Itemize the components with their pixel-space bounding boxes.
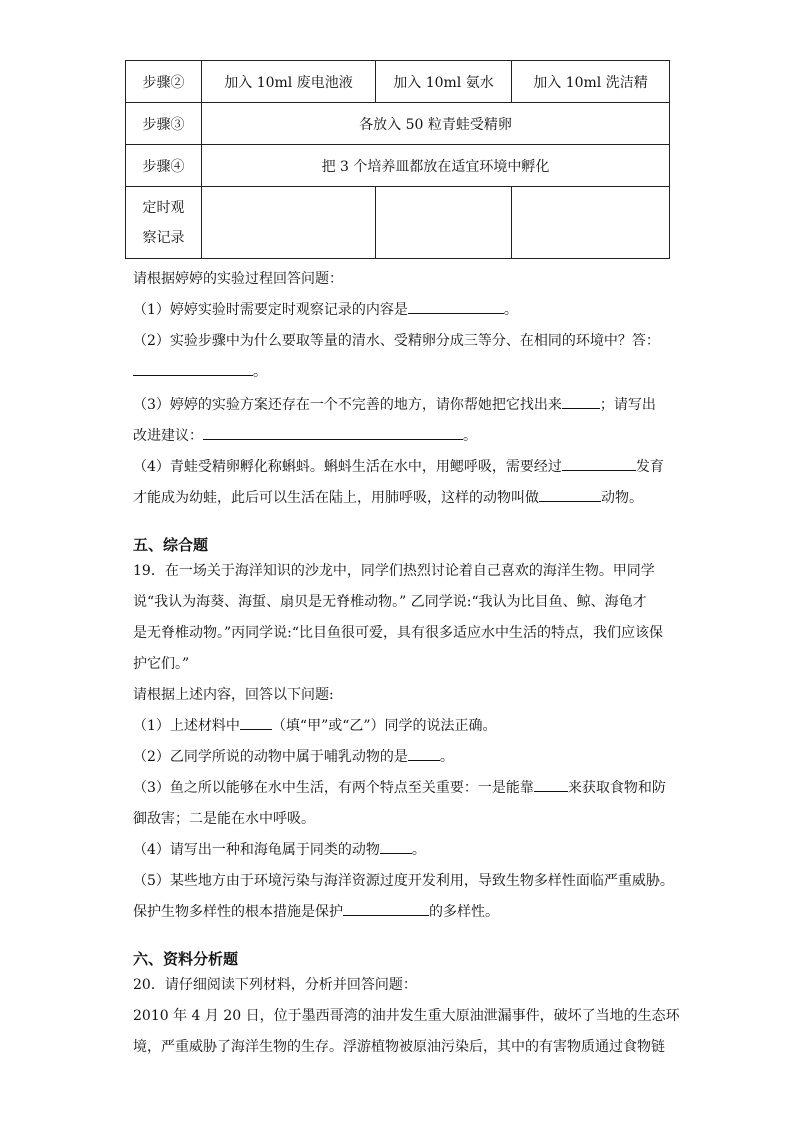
table-cell bbox=[202, 187, 376, 259]
table-cell bbox=[512, 187, 670, 259]
q19-part5b-text: 保护生物多样性的根本措施是保护 bbox=[133, 904, 343, 920]
q19-part1 bbox=[133, 715, 497, 735]
q18-part1-text: （1）婷婷实验时需要定时观察记录的内容是 bbox=[133, 302, 408, 318]
q18-part2-answer bbox=[133, 361, 267, 381]
answer-blank bbox=[133, 361, 253, 376]
q19-part2 bbox=[133, 746, 454, 766]
q19-part2-text: （2）乙同学所说的动物中属于哺乳动物的是 bbox=[133, 749, 408, 765]
q19-part1-end: （填“甲”或“乙”）同学的说法正确。 bbox=[271, 718, 497, 734]
q18-part4a bbox=[133, 456, 664, 476]
q19-part2-end: 。 bbox=[439, 749, 454, 765]
q18-intro: 请根据婷婷的实验过程回答问题： bbox=[133, 271, 343, 287]
table-row bbox=[126, 61, 670, 103]
q18-part3b bbox=[133, 425, 477, 445]
row-label bbox=[126, 187, 202, 259]
answer-blank bbox=[203, 425, 463, 440]
q19-part3b: 御敌害；二是能在水中呼吸。 bbox=[133, 811, 315, 827]
row-label: 步骤② bbox=[126, 61, 202, 103]
q18-part3b-end: 。 bbox=[463, 428, 477, 444]
answer-blank bbox=[240, 715, 272, 730]
q19-part3a-end: 来获取食物和防 bbox=[567, 780, 666, 796]
q18-part1-end: 。 bbox=[503, 302, 518, 318]
q19-text: 是无脊椎动物。”丙同学说:“比目鱼很可爱，具有很多适应水中生活的特点，我们应该保 bbox=[133, 625, 664, 641]
q18-part4b-end: 动物。 bbox=[601, 490, 643, 506]
answer-blank bbox=[343, 901, 429, 916]
material-text: 境，严重威胁了海洋生物的生存。浮游植物被原油污染后，其中的有害物质通过食物链 bbox=[133, 1039, 665, 1055]
q19-part3a bbox=[133, 777, 666, 797]
table-row bbox=[126, 145, 670, 187]
table-cell bbox=[376, 187, 512, 259]
table-cell: 各放入 50 粒青蛙受精卵 bbox=[202, 103, 670, 145]
answer-blank bbox=[408, 299, 504, 314]
q19-intro: 请根据上述内容，回答以下问题: bbox=[133, 687, 334, 703]
q18-part4a-text: （4）青蛙受精卵孵化称蝌蚪。蝌蚪生活在水中，用鳃呼吸，需要经过 bbox=[133, 459, 562, 475]
q20-text: 20．请仔细阅读下列材料，分析并回答问题： bbox=[133, 977, 417, 993]
q18-part3a-text: （3）婷婷的实验方案还存在一个不完善的地方，请你帮她把它找出来 bbox=[133, 397, 562, 413]
q19-part3a-text: （3）鱼之所以能够在水中生活，有两个特点至关重要：一是能靠 bbox=[133, 780, 534, 796]
q18-part4b-text: 才能成为幼蛙，此后可以生活在陆上，用肺呼吸，这样的动物叫做 bbox=[133, 490, 539, 506]
answer-blank bbox=[534, 777, 568, 792]
table-cell: 加入 10ml 洗洁精 bbox=[512, 61, 670, 103]
table-cell: 加入 10ml 废电池液 bbox=[202, 61, 376, 103]
q18-part4b bbox=[133, 487, 643, 507]
q19-part5b bbox=[133, 901, 499, 921]
answer-blank bbox=[408, 746, 440, 761]
row-label-line: 定时观 bbox=[142, 199, 185, 216]
row-label: 步骤④ bbox=[126, 145, 202, 187]
table-cell: 加入 10ml 氨水 bbox=[376, 61, 512, 103]
section-heading: 六、资料分析题 bbox=[133, 950, 239, 968]
answer-blank bbox=[562, 394, 600, 409]
q19-part4-end: 。 bbox=[411, 842, 426, 858]
q19-part5a: （5）某些地方由于环境污染与海洋资源过度开发利用，导致生物多样性面临严重威胁。 bbox=[133, 873, 674, 889]
q19-part4 bbox=[133, 839, 426, 859]
row-label: 步骤③ bbox=[126, 103, 202, 145]
table-cell: 把 3 个培养皿都放在适宜环境中孵化 bbox=[202, 145, 670, 187]
answer-blank bbox=[562, 456, 636, 471]
q18-part2-end: 。 bbox=[253, 364, 267, 380]
q18-part3a-end: ；请写出 bbox=[599, 397, 656, 413]
answer-blank bbox=[539, 487, 601, 502]
material-text: 2010 年 4 月 20 日，位于墨西哥湾的油井发生重大原油泄漏事件，破坏了当地的生态环 bbox=[133, 1008, 680, 1024]
section-heading: 五、综合题 bbox=[133, 536, 209, 554]
q19-text: 护它们。” bbox=[133, 656, 190, 672]
q19-part1-text: （1）上述材料中 bbox=[133, 718, 240, 734]
table-row bbox=[126, 187, 670, 259]
table-row bbox=[126, 103, 670, 145]
experiment-table bbox=[125, 60, 670, 259]
q18-part1 bbox=[133, 299, 518, 319]
answer-blank bbox=[380, 839, 412, 854]
q18-part4a-end: 发育 bbox=[635, 459, 664, 475]
q19-text: 19．在一场关于海洋知识的沙龙中，同学们热烈讨论着自己喜欢的海洋生物。甲同学 bbox=[133, 563, 655, 579]
q19-part4-text: （4）请写出一种和海龟属于同类的动物 bbox=[133, 842, 380, 858]
q18-part3a bbox=[133, 394, 656, 414]
q19-part5b-end: 的多样性。 bbox=[429, 904, 499, 920]
row-label-line: 察记录 bbox=[142, 229, 185, 246]
q18-part3b-text: 改进建议： bbox=[133, 428, 203, 444]
q19-text: 说“我认为海葵、海蜇、扇贝是无脊椎动物。” 乙同学说:“我认为比目鱼、鲸、海龟才 bbox=[133, 594, 647, 610]
q18-part2: （2）实验步骤中为什么要取等量的清水、受精卵分成三等分、在相同的环境中？答： bbox=[133, 333, 660, 349]
